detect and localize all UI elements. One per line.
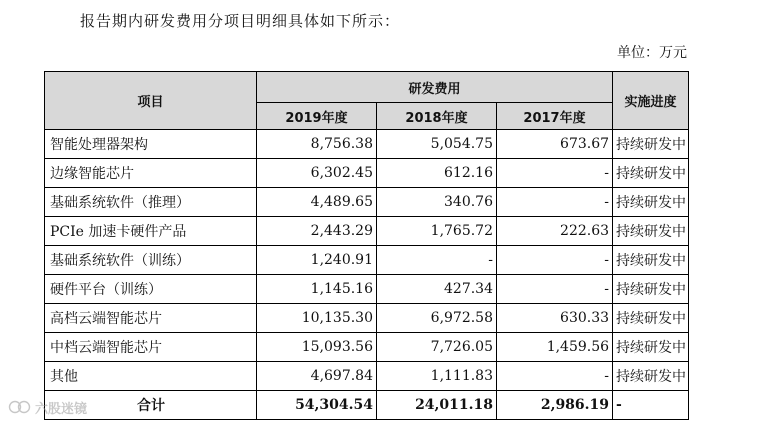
total-progress: - [613, 391, 689, 420]
header-rd-expense: 研发费用 [257, 72, 613, 103]
row-2019: 2,443.29 [257, 217, 377, 246]
total-2019: 54,304.54 [257, 391, 377, 420]
row-2018: - [377, 246, 497, 275]
row-2017: 222.63 [497, 217, 613, 246]
row-item: 基础系统软件（训练） [45, 246, 257, 275]
row-item: 高档云端智能芯片 [45, 304, 257, 333]
unit-label: 单位：万元 [617, 45, 687, 61]
row-2017: - [497, 362, 613, 391]
row-2019: 1,145.16 [257, 275, 377, 304]
total-label: 合计 [45, 391, 257, 420]
row-progress: 持续研发中 [613, 246, 689, 275]
watermark [8, 398, 87, 416]
total-2018: 24,011.18 [377, 391, 497, 420]
row-2017: 630.33 [497, 304, 613, 333]
table-row [45, 246, 689, 275]
row-2018: 5,054.75 [377, 130, 497, 159]
header-year-2019: 2019年度 [257, 103, 377, 130]
row-2019: 15,093.56 [257, 333, 377, 362]
row-progress: 持续研发中 [613, 188, 689, 217]
row-item: 中档云端智能芯片 [45, 333, 257, 362]
row-2019: 4,489.65 [257, 188, 377, 217]
table-body [45, 130, 689, 420]
row-item: 其他 [45, 362, 257, 391]
row-2019: 10,135.30 [257, 304, 377, 333]
header-year-2018: 2018年度 [377, 103, 497, 130]
row-2019: 6,302.45 [257, 159, 377, 188]
total-row [45, 391, 689, 420]
row-2018: 6,972.58 [377, 304, 497, 333]
intro-text: 报告期内研发费用分项目明细具体如下所示： [80, 12, 401, 30]
header-year-2017: 2017年度 [497, 103, 613, 130]
row-2018: 1,111.83 [377, 362, 497, 391]
row-2019: 4,697.84 [257, 362, 377, 391]
header-item: 项目 [45, 72, 257, 130]
row-2018: 427.34 [377, 275, 497, 304]
table-row [45, 217, 689, 246]
total-2017: 2,986.19 [497, 391, 613, 420]
row-2017: - [497, 159, 613, 188]
row-item: PCIe 加速卡硬件产品 [45, 217, 257, 246]
row-progress: 持续研发中 [613, 217, 689, 246]
row-2019: 1,240.91 [257, 246, 377, 275]
watermark-logo-icon [8, 400, 32, 414]
header-progress: 实施进度 [613, 72, 689, 130]
row-2018: 612.16 [377, 159, 497, 188]
row-item: 智能处理器架构 [45, 130, 257, 159]
row-progress: 持续研发中 [613, 304, 689, 333]
row-progress: 持续研发中 [613, 333, 689, 362]
row-progress: 持续研发中 [613, 159, 689, 188]
table-row [45, 362, 689, 391]
table-header [45, 72, 689, 130]
row-item: 边缘智能芯片 [45, 159, 257, 188]
row-2017: - [497, 246, 613, 275]
row-item: 基础系统软件（推理） [45, 188, 257, 217]
row-progress: 持续研发中 [613, 362, 689, 391]
table-row [45, 275, 689, 304]
table-row [45, 333, 689, 362]
row-progress: 持续研发中 [613, 275, 689, 304]
row-2018: 1,765.72 [377, 217, 497, 246]
table-row [45, 304, 689, 333]
row-2018: 340.76 [377, 188, 497, 217]
rd-expense-table [44, 71, 689, 420]
row-2017: 1,459.56 [497, 333, 613, 362]
table-row [45, 159, 689, 188]
watermark-text: 六股迷镜 [35, 401, 88, 417]
table-row [45, 188, 689, 217]
row-2017: 673.67 [497, 130, 613, 159]
row-2018: 7,726.05 [377, 333, 497, 362]
row-2019: 8,756.38 [257, 130, 377, 159]
row-2017: - [497, 188, 613, 217]
row-progress: 持续研发中 [613, 130, 689, 159]
row-2017: - [497, 275, 613, 304]
row-item: 硬件平台（训练） [45, 275, 257, 304]
table-row [45, 130, 689, 159]
